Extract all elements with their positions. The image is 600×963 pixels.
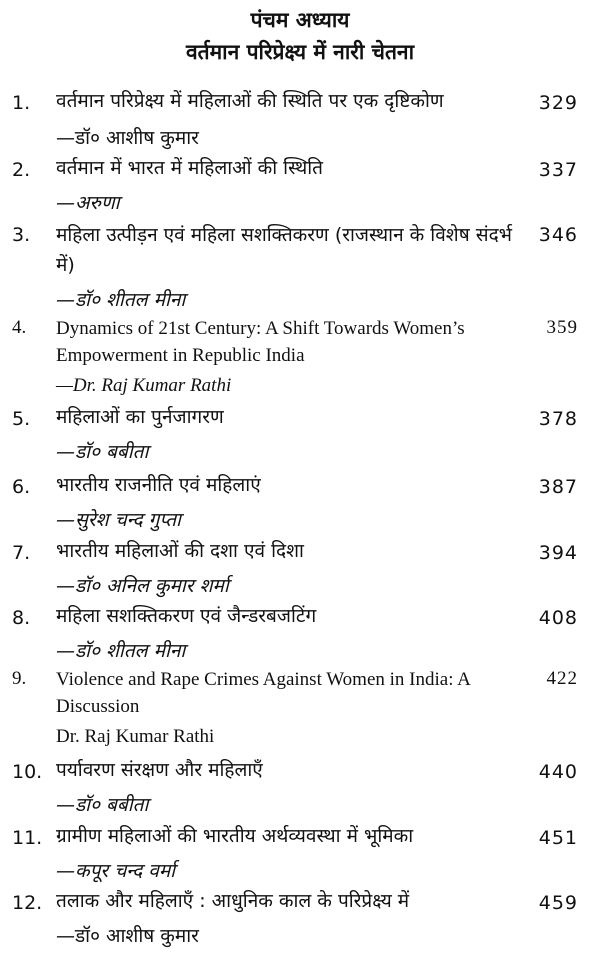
entry-author: —डॉ० शीतल मीना (56, 640, 186, 662)
chapter-heading: पंचम अध्याय (250, 8, 350, 32)
entry-page: 451 (538, 827, 578, 849)
entry-title[interactable]: तलाक और महिलाएँ : आधुनिक काल के परिप्रेक्ष्य में (56, 890, 410, 912)
entry-number: 8. (12, 607, 31, 629)
entry-page: 408 (538, 607, 578, 629)
entry-page: 378 (538, 408, 578, 430)
entry-author: —डॉ० बबीता (56, 794, 149, 816)
entry-page: 422 (546, 668, 578, 689)
entry-author: —डॉ० आशीष कुमार (56, 127, 199, 149)
entry-author: —अरुणा (56, 192, 120, 214)
entry-number: 3. (12, 224, 31, 246)
entry-title[interactable]: Dynamics of 21st Century: A Shift Towards Women’s Empowerment in Republic India (56, 318, 465, 366)
entry-author: —डॉ० आशीष कुमार (56, 925, 199, 947)
entry-page: 394 (538, 542, 578, 564)
entry-page: 387 (538, 476, 578, 498)
entry-author: —डॉ० अनिल कुमार शर्मा (56, 575, 229, 597)
entry-title[interactable]: महिलाओं का पुर्नजागरण (56, 406, 224, 428)
entry-title[interactable]: पर्यावरण संरक्षण और महिलाएँ (56, 759, 263, 781)
entry-page: 329 (538, 92, 578, 114)
entry-number: 11. (12, 827, 43, 849)
entry-title[interactable]: भारतीय महिलाओं की दशा एवं दिशा (56, 540, 304, 562)
entry-number: 9. (12, 668, 27, 689)
entry-author: —सुरेश चन्द गुप्ता (56, 509, 181, 531)
entry-number: 10. (12, 761, 43, 783)
entry-number: 6. (12, 476, 31, 498)
entry-title[interactable]: Violence and Rape Crimes Against Women in India: A Discussion (56, 669, 470, 717)
entry-title[interactable]: ग्रामीण महिलाओं की भारतीय अर्थव्यवस्था में भूमिका (56, 825, 414, 847)
entry-title[interactable]: भारतीय राजनीति एवं महिलाएं (56, 474, 261, 496)
entry-number: 5. (12, 408, 31, 430)
entry-title[interactable]: महिला उत्पीड़न एवं महिला सशक्तिकरण (राजस्थान के विशेष संदर्भ में) (56, 224, 513, 276)
entry-title[interactable]: वर्तमान में भारत में महिलाओं की स्थिति (56, 157, 323, 179)
entry-page: 440 (538, 761, 578, 783)
entry-page: 346 (538, 224, 578, 246)
entry-number: 12. (12, 892, 43, 914)
entry-page: 459 (538, 892, 578, 914)
entry-number: 2. (12, 159, 31, 181)
entry-number: 1. (12, 92, 31, 114)
entry-author: —कपूर चन्द वर्मा (56, 860, 176, 882)
entry-title[interactable]: महिला सशक्तिकरण एवं जैन्डरबजटिंग (56, 605, 317, 627)
entry-page: 359 (546, 317, 578, 338)
entry-author: —Dr. Raj Kumar Rathi (56, 375, 232, 396)
entry-author: Dr. Raj Kumar Rathi (56, 726, 215, 747)
chapter-title: वर्तमान परिप्रेक्ष्य में नारी चेतना (185, 40, 415, 64)
entry-page: 337 (538, 159, 578, 181)
entry-number: 7. (12, 542, 31, 564)
entry-title[interactable]: वर्तमान परिप्रेक्ष्य में महिलाओं की स्थिति पर एक दृष्टिकोण (56, 90, 444, 112)
entry-number: 4. (12, 317, 27, 338)
entry-author: —डॉ० शीतल मीना (56, 289, 186, 311)
entry-author: —डॉ० बबीता (56, 441, 149, 463)
